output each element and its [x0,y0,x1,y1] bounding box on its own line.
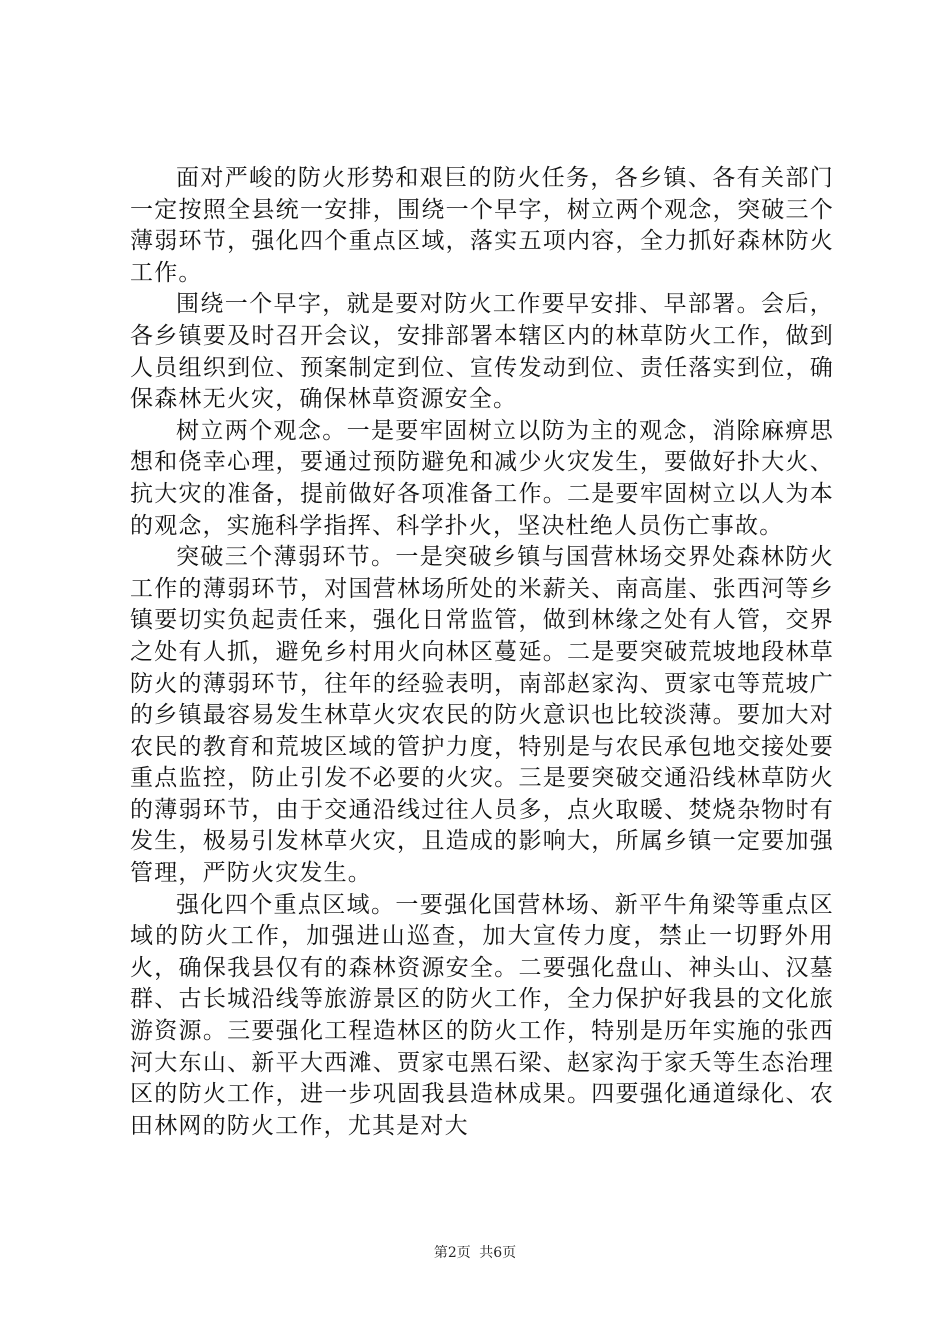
page-footer [0,1244,950,1262]
paragraph-intro: 面对严峻的防火形势和艰巨的防火任务，各乡镇、各有关部门一定按照全县统一安排，围绕一个早字，树立两个观念，突破三个薄弱环节，强化四个重点区域，落实五项内容，全力抓好森林防火工作。 [130,165,834,286]
body-text [130,163,834,1142]
page-total: 共6页 [479,1245,517,1261]
paragraph-three-weak-links: 突破三个薄弱环节。一是突破乡镇与国营林场交界处森林防火工作的薄弱环节，对国营林场所处的米薪关、南高崖、张西河等乡镇要切实负起责任来，强化日常监管，做到林缘之处有人管，交界之处有人抓，避免乡村用火向林区蔓延。二是要突破荒坡地段林草防火的薄弱环节，往年的经验表明，南部赵家沟、贾家屯等荒坡广的乡镇最容易发生林草火灾农民的防火意识也比较淡薄。要加大对农民的教育和荒坡区域的管护力度，特别是与农民承包地交接处要重点监控，防止引发不必要的火灾。三是要突破交通沿线林草防火的薄弱环节，由于交通沿线过往人员多，点火取暖、焚烧杂物时有发生，极易引发林草火灾，且造成的影响大，所属乡镇一定要加强管理，严防火灾发生。 [130,544,834,887]
paragraph-early: 围绕一个早字，就是要对防火工作要早安排、早部署。会后，各乡镇要及时召开会议，安排部署本辖区内的林草防火工作，做到人员组织到位、预案制定到位、宣传发动到位、责任落实到位，确保森林无火灾，确保林草资源安全。 [130,291,834,413]
paragraph-two-concepts: 树立两个观念。一是要牢固树立以防为主的观念，消除麻痹思想和侥幸心理，要通过预防避免和减少火灾发生，要做好扑大火、抗大灾的准备，提前做好各项准备工作。二是要牢固树立以人为本的观念，实施科学指挥、科学扑火，坚决杜绝人员伤亡事故。 [130,417,834,539]
page-number: 第2页 [433,1245,471,1261]
paragraph-four-key-areas: 强化四个重点区域。一要强化国营林场、新平牛角梁等重点区域的防火工作，加强进山巡查，加大宣传力度，禁止一切野外用火，确保我县仅有的森林资源安全。二要强化盘山、神头山、汉墓群、古长城沿线等旅游景区的防火工作，全力保护好我县的文化旅游资源。三要强化工程造林区的防火工作，特别是历年实施的张西河大东山、新平大西滩、贾家屯黑石梁、赵家沟于家夭等生态治理区的防火工作，进一步巩固我县造林成果。四要强化通道绿化、农田林网的防火工作，尤其是对大 [130,891,834,1139]
